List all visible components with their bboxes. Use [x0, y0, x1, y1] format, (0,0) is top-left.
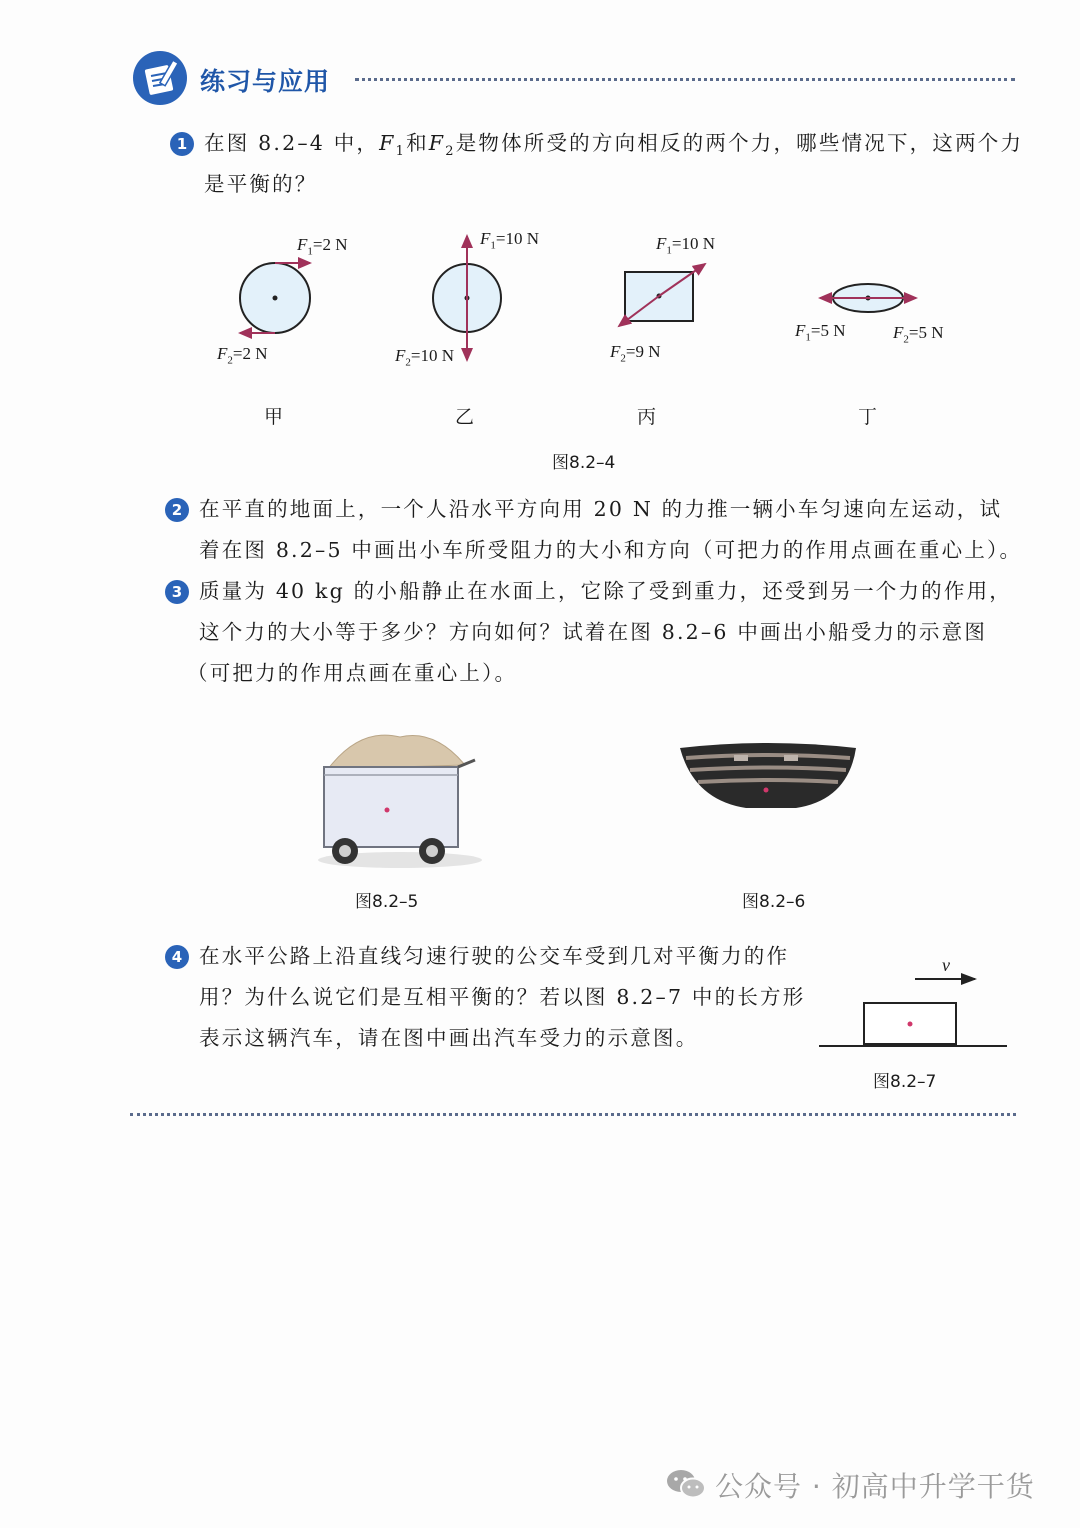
bing-f2-label: $F_2=9$ N — [610, 342, 661, 365]
question-line: 是平衡的？ — [204, 172, 318, 196]
ding-f1-label: $F_1=5$ N — [795, 321, 846, 344]
figure-caption: 图8.2–4 — [552, 453, 616, 473]
bing-label: 丙 — [637, 406, 657, 428]
question-2 — [165, 489, 1023, 573]
velocity-label: v — [942, 955, 950, 975]
figure-caption: 图8.2–6 — [742, 892, 806, 912]
bing-f1-label: $F_1=10$ N — [656, 234, 716, 257]
cart-illustration — [300, 725, 500, 875]
yi-f2-label: $F_2=10$ N — [395, 346, 455, 369]
question-line: 在图 8.2–4 中，$F_1$和$F_2$是物体所受的方向相反的两个力，哪些情况下，这两个力 — [204, 131, 1024, 160]
question-number: 4 — [165, 945, 189, 969]
watermark-text: 公众号 · 初高中升学干货 — [715, 1470, 1035, 1503]
ding-f2-label: $F_2=5$ N — [893, 323, 944, 346]
question-3 — [165, 571, 1012, 695]
jia-f2-label: $F_2=2$ N — [217, 344, 268, 367]
bus-rectangle-diagram — [815, 955, 1015, 1055]
figure-caption: 图8.2–7 — [873, 1072, 937, 1092]
question-line: （可把力的作用点画在重心上）。 — [187, 661, 518, 685]
question-line: 着在图 8.2–5 中画出小车所受阻力的大小和方向（可把力的作用点画在重心上）。 — [199, 538, 1023, 562]
section-title: 练习与应用 — [200, 67, 331, 96]
question-line: 表示这辆汽车，请在图中画出汽车受力的示意图。 — [199, 1026, 699, 1050]
question-number: 3 — [165, 580, 189, 604]
yi-label: 乙 — [455, 406, 475, 428]
question-line: 在平直的地面上，一个人沿水平方向用 20 N 的力推一辆小车匀速向左运动，试 — [199, 497, 1003, 521]
boat-illustration — [676, 738, 861, 818]
question-line: 质量为 40 kg 的小船静止在水面上，它除了受到重力，还受到另一个力的作用， — [199, 579, 1012, 603]
jia-f1-label: $F_1=2$ N — [297, 235, 348, 258]
question-number: 2 — [165, 498, 189, 522]
ding-label: 丁 — [858, 406, 878, 428]
question-line: 用？为什么说它们是互相平衡的？若以图 8.2–7 中的长方形 — [199, 985, 806, 1009]
question-4 — [165, 936, 805, 1060]
yi-f1-label: $F_1=10$ N — [480, 229, 540, 252]
jia-center-dot — [273, 296, 278, 301]
question-number: 1 — [170, 132, 194, 156]
figure-caption: 图8.2–5 — [355, 892, 419, 912]
dotted-divider — [130, 1113, 1016, 1116]
wechat-icon — [665, 1467, 707, 1501]
question-line: 在水平公路上沿直线匀速行驶的公交车受到几对平衡力的作 — [199, 944, 790, 968]
jia-label: 甲 — [264, 406, 284, 428]
question-line: 这个力的大小等于多少？方向如何？试着在图 8.2–6 中画出小船受力的示意图 — [199, 620, 988, 644]
